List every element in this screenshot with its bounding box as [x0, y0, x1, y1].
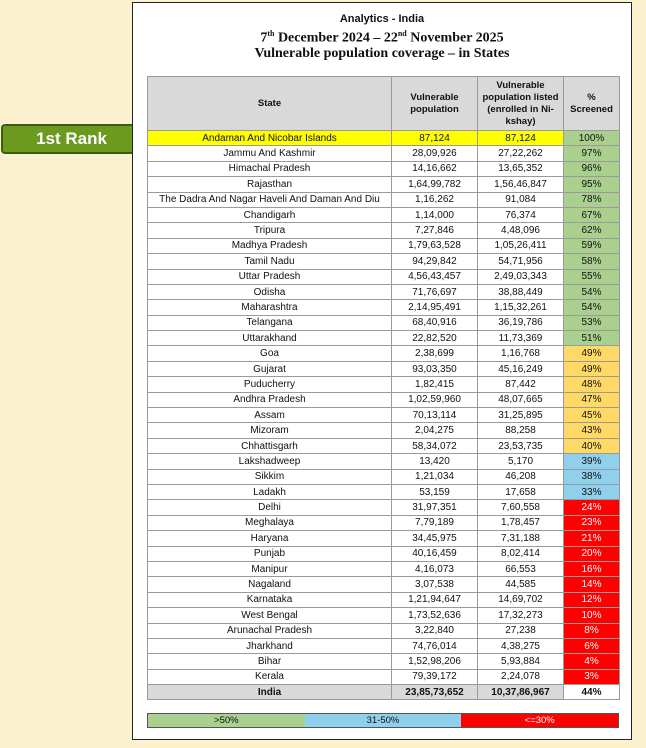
cell-state: Meghalaya	[148, 515, 392, 530]
cell-vulnerable: 1,79,63,528	[392, 238, 478, 253]
col-header-vulnerable: Vulnerable population	[392, 77, 478, 131]
cell-listed: 87,442	[478, 377, 564, 392]
cell-listed: 87,124	[478, 131, 564, 146]
cell-vulnerable: 1,21,94,647	[392, 592, 478, 607]
table-row	[148, 454, 620, 469]
cell-pct: 48%	[564, 377, 620, 392]
table-body	[148, 131, 620, 685]
table-row	[148, 577, 620, 592]
cell-state: Ladakh	[148, 484, 392, 499]
cell-state: Uttarakhand	[148, 331, 392, 346]
cell-vulnerable: 28,09,926	[392, 146, 478, 161]
table-row	[148, 361, 620, 376]
cell-state: Sikkim	[148, 469, 392, 484]
cell-vulnerable: 58,34,072	[392, 438, 478, 453]
cell-state: Madhya Pradesh	[148, 238, 392, 253]
cell-pct: 6%	[564, 638, 620, 653]
cell-pct: 49%	[564, 361, 620, 376]
cell-pct: 21%	[564, 531, 620, 546]
table-header-row	[148, 77, 620, 131]
cell-listed: 2,49,03,343	[478, 269, 564, 284]
cell-vulnerable: 1,82,415	[392, 377, 478, 392]
table-row	[148, 408, 620, 423]
table-row	[148, 161, 620, 176]
cell-listed: 27,238	[478, 623, 564, 638]
cell-listed: 76,374	[478, 207, 564, 222]
cell-vulnerable: 40,16,459	[392, 546, 478, 561]
report-sheet	[132, 2, 632, 740]
cell-pct: 10%	[564, 608, 620, 623]
cell-vulnerable: 79,39,172	[392, 669, 478, 684]
table-row	[148, 284, 620, 299]
cell-pct: 100%	[564, 131, 620, 146]
cell-state: Kerala	[148, 669, 392, 684]
table-row	[148, 131, 620, 146]
cell-vulnerable: 87,124	[392, 131, 478, 146]
cell-vulnerable: 1,14,000	[392, 207, 478, 222]
table-row	[148, 254, 620, 269]
cell-vulnerable: 93,03,350	[392, 361, 478, 376]
cell-listed: 1,16,768	[478, 346, 564, 361]
table-row	[148, 423, 620, 438]
cell-state: Chandigarh	[148, 207, 392, 222]
cell-listed: 88,258	[478, 423, 564, 438]
col-header-pct: % Screened	[564, 77, 620, 131]
cell-vulnerable: 1,64,99,782	[392, 177, 478, 192]
cell-pct: 20%	[564, 546, 620, 561]
cell-pct: 62%	[564, 223, 620, 238]
cell-vulnerable: 1,73,52,636	[392, 608, 478, 623]
total-vulnerable: 23,85,73,652	[392, 685, 478, 700]
cell-state: Chhattisgarh	[148, 438, 392, 453]
cell-pct: 33%	[564, 484, 620, 499]
cell-state: Jammu And Kashmir	[148, 146, 392, 161]
color-legend	[147, 713, 619, 728]
cell-pct: 49%	[564, 346, 620, 361]
table-row	[148, 207, 620, 222]
cell-vulnerable: 3,07,538	[392, 577, 478, 592]
cell-listed: 4,48,096	[478, 223, 564, 238]
cell-vulnerable: 34,45,975	[392, 531, 478, 546]
cell-vulnerable: 13,420	[392, 454, 478, 469]
table-row	[148, 546, 620, 561]
cell-state: Maharashtra	[148, 300, 392, 315]
cell-state: Telangana	[148, 315, 392, 330]
table-row	[148, 592, 620, 607]
cell-pct: 47%	[564, 392, 620, 407]
cell-vulnerable: 31,97,351	[392, 500, 478, 515]
cell-pct: 54%	[564, 300, 620, 315]
cell-listed: 31,25,895	[478, 408, 564, 423]
cell-listed: 27,22,262	[478, 146, 564, 161]
table-row	[148, 238, 620, 253]
cell-pct: 51%	[564, 331, 620, 346]
cell-listed: 17,32,273	[478, 608, 564, 623]
cell-vulnerable: 70,13,114	[392, 408, 478, 423]
cell-pct: 45%	[564, 408, 620, 423]
report-period: 7th December 2024 – 22nd November 2025	[260, 29, 504, 46]
cell-listed: 4,38,275	[478, 638, 564, 653]
cell-state: Himachal Pradesh	[148, 161, 392, 176]
total-state: India	[148, 685, 392, 700]
cell-pct: 12%	[564, 592, 620, 607]
cell-listed: 17,658	[478, 484, 564, 499]
table-row	[148, 223, 620, 238]
table-row	[148, 484, 620, 499]
coverage-table	[147, 76, 620, 700]
cell-state: Andhra Pradesh	[148, 392, 392, 407]
table-row	[148, 623, 620, 638]
report-title: Vulnerable population coverage – in States	[254, 46, 510, 61]
cell-state: Karnataka	[148, 592, 392, 607]
cell-listed: 5,93,884	[478, 654, 564, 669]
table-row	[148, 531, 620, 546]
cell-vulnerable: 1,21,034	[392, 469, 478, 484]
cell-pct: 59%	[564, 238, 620, 253]
cell-listed: 36,19,786	[478, 315, 564, 330]
cell-listed: 91,084	[478, 192, 564, 207]
table-row	[148, 300, 620, 315]
cell-state: Jharkhand	[148, 638, 392, 653]
cell-state: Uttar Pradesh	[148, 269, 392, 284]
cell-state: Nagaland	[148, 577, 392, 592]
cell-vulnerable: 1,16,262	[392, 192, 478, 207]
cell-vulnerable: 2,04,275	[392, 423, 478, 438]
cell-vulnerable: 2,14,95,491	[392, 300, 478, 315]
table-row	[148, 192, 620, 207]
cell-state: Bihar	[148, 654, 392, 669]
table-row	[148, 177, 620, 192]
cell-state: Andaman And Nicobar Islands	[148, 131, 392, 146]
cell-vulnerable: 53,159	[392, 484, 478, 499]
cell-state: Manipur	[148, 561, 392, 576]
cell-listed: 13,65,352	[478, 161, 564, 176]
cell-pct: 95%	[564, 177, 620, 192]
cell-listed: 66,553	[478, 561, 564, 576]
cell-vulnerable: 7,27,846	[392, 223, 478, 238]
cell-pct: 58%	[564, 254, 620, 269]
cell-state: Odisha	[148, 284, 392, 299]
cell-listed: 7,31,188	[478, 531, 564, 546]
cell-listed: 45,16,249	[478, 361, 564, 376]
cell-listed: 1,15,32,261	[478, 300, 564, 315]
cell-pct: 96%	[564, 161, 620, 176]
cell-vulnerable: 1,02,59,960	[392, 392, 478, 407]
cell-listed: 2,24,078	[478, 669, 564, 684]
report-subtitle: Analytics - India	[339, 13, 425, 25]
cell-vulnerable: 74,76,014	[392, 638, 478, 653]
cell-state: Lakshadweep	[148, 454, 392, 469]
cell-listed: 11,73,369	[478, 331, 564, 346]
cell-pct: 54%	[564, 284, 620, 299]
col-header-state: State	[148, 77, 392, 131]
cell-state: Tamil Nadu	[148, 254, 392, 269]
cell-listed: 46,208	[478, 469, 564, 484]
cell-vulnerable: 68,40,916	[392, 315, 478, 330]
cell-pct: 43%	[564, 423, 620, 438]
cell-vulnerable: 94,29,842	[392, 254, 478, 269]
table-row	[148, 346, 620, 361]
table-row	[148, 377, 620, 392]
cell-vulnerable: 71,76,697	[392, 284, 478, 299]
cell-state: Assam	[148, 408, 392, 423]
cell-listed: 48,07,665	[478, 392, 564, 407]
table-row	[148, 438, 620, 453]
cell-vulnerable: 2,38,699	[392, 346, 478, 361]
cell-vulnerable: 3,22,840	[392, 623, 478, 638]
cell-state: Rajasthan	[148, 177, 392, 192]
cell-state: Haryana	[148, 531, 392, 546]
cell-pct: 3%	[564, 669, 620, 684]
cell-state: Punjab	[148, 546, 392, 561]
cell-listed: 23,53,735	[478, 438, 564, 453]
cell-pct: 4%	[564, 654, 620, 669]
cell-listed: 38,88,449	[478, 284, 564, 299]
cell-state: Mizoram	[148, 423, 392, 438]
table-row	[148, 654, 620, 669]
cell-vulnerable: 7,79,189	[392, 515, 478, 530]
table-row	[148, 638, 620, 653]
table-row	[148, 561, 620, 576]
cell-state: West Bengal	[148, 608, 392, 623]
cell-listed: 1,56,46,847	[478, 177, 564, 192]
cell-listed: 1,05,26,411	[478, 238, 564, 253]
cell-pct: 14%	[564, 577, 620, 592]
cell-listed: 54,71,956	[478, 254, 564, 269]
rank-tag: 1st Rank	[1, 124, 142, 154]
cell-vulnerable: 1,52,98,206	[392, 654, 478, 669]
cell-vulnerable: 4,16,073	[392, 561, 478, 576]
cell-vulnerable: 14,16,662	[392, 161, 478, 176]
table-row	[148, 669, 620, 684]
total-listed: 10,37,86,967	[478, 685, 564, 700]
cell-listed: 7,60,558	[478, 500, 564, 515]
col-header-listed: Vulnerable population listed (enrolled in Ni-kshay)	[478, 77, 564, 131]
cell-pct: 97%	[564, 146, 620, 161]
total-pct: 44%	[564, 685, 620, 700]
table-row	[148, 608, 620, 623]
cell-listed: 14,69,702	[478, 592, 564, 607]
cell-state: Puducherry	[148, 377, 392, 392]
table-row	[148, 515, 620, 530]
legend-low: <=30%	[461, 714, 618, 727]
table-row	[148, 146, 620, 161]
table-row	[148, 500, 620, 515]
cell-pct: 24%	[564, 500, 620, 515]
cell-pct: 16%	[564, 561, 620, 576]
cell-pct: 23%	[564, 515, 620, 530]
cell-listed: 1,78,457	[478, 515, 564, 530]
cell-vulnerable: 22,82,520	[392, 331, 478, 346]
cell-vulnerable: 4,56,43,457	[392, 269, 478, 284]
table-row	[148, 331, 620, 346]
cell-pct: 67%	[564, 207, 620, 222]
cell-pct: 38%	[564, 469, 620, 484]
cell-pct: 55%	[564, 269, 620, 284]
table-row	[148, 269, 620, 284]
cell-listed: 8,02,414	[478, 546, 564, 561]
table-total-row	[148, 685, 620, 700]
cell-state: Goa	[148, 346, 392, 361]
cell-listed: 44,585	[478, 577, 564, 592]
table-row	[148, 469, 620, 484]
cell-state: Gujarat	[148, 361, 392, 376]
cell-pct: 40%	[564, 438, 620, 453]
cell-pct: 39%	[564, 454, 620, 469]
table-row	[148, 392, 620, 407]
cell-pct: 78%	[564, 192, 620, 207]
cell-pct: 53%	[564, 315, 620, 330]
table-row	[148, 315, 620, 330]
legend-high: >50%	[148, 714, 305, 727]
cell-state: Arunachal Pradesh	[148, 623, 392, 638]
cell-listed: 5,170	[478, 454, 564, 469]
cell-state: Tripura	[148, 223, 392, 238]
cell-state: The Dadra And Nagar Haveli And Daman And Diu	[148, 192, 392, 207]
cell-pct: 8%	[564, 623, 620, 638]
cell-state: Delhi	[148, 500, 392, 515]
legend-mid: 31-50%	[305, 714, 462, 727]
